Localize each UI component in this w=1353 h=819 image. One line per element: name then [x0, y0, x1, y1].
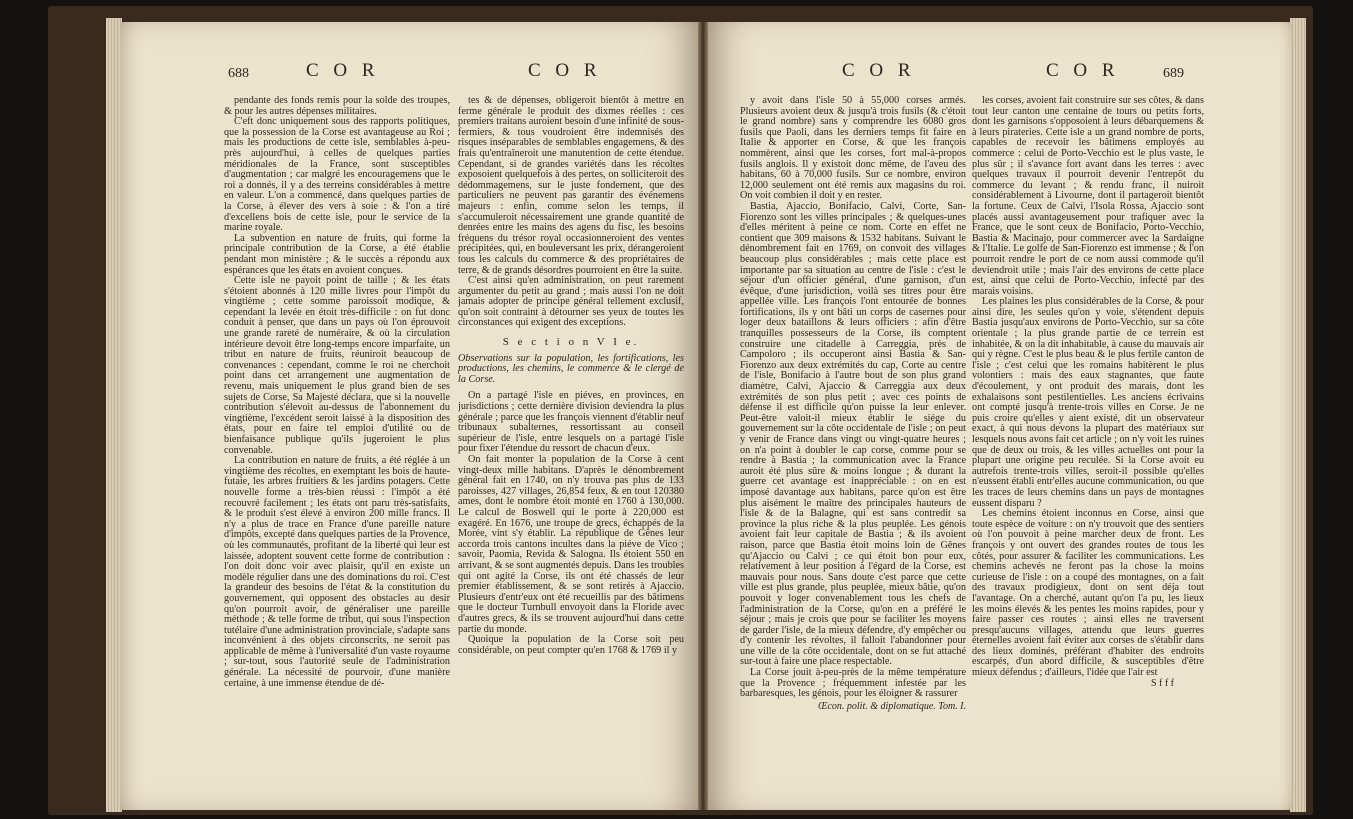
paragraph: Cette isle ne payoit point de taille ; & les états s'étoient abonnés à 120 mille livres pour l'impôt du vingtième ; cette somme paroissoit modique, & cependant la levée en étoit très-difficile : on fut donc conduit à penser, que dans un pays où l'on éprouvoit une grande rareté de numéraire, & où la circulation intérieure devoit être long-temps encore imparfaite, un tribut en nature de fruits, réuniroit beaucoup de convenances : cependant, comme le roi ne cherchoit point dans cet arrangement une augmentation de revenu, mais uniquement le plus grand bien de ses sujets de Corse, Sa Majesté déclara, que si la nouvelle contribution s'élevoit au-dessus de l'abonnement du vingtième, l'excédent seroit laissé à la disposition des états, pour en faire tel emploi d'utilité ou de bienfaisance publique qu'ils jugeroient le plus convenable. [224, 275, 450, 456]
paragraph: C'est ainsi qu'en administration, on peut rarement argumenter du petit au grand ; mais aussi l'on ne doit jamais adopter de principe général tellement exclusif, qu'on soit contraint à détourner ses yeux de toutes les circonstances qui exigent des exceptions. [458, 275, 684, 329]
section-title: S e c t i o n V I e. [502, 336, 640, 349]
running-head-right: C O R [528, 60, 602, 81]
paragraph: On a partagé l'isle en piéves, en provinces, en jurisdictions ; cette dernière division deviendra la plus générale ; parce que les françois viennent d'établir neuf tribunaux subalternes, ressortissant au conseil supérieur de l'isle, entre lesquels on a partagé l'isle pour fixer l'étendue du ressort de chacun d'eux. [458, 390, 684, 455]
paragraph: y avoit dans l'isle 50 à 55,000 corses armés. Plusieurs avoient deux & jusqu'à trois fusils (& c'étoit le grand nombre) sans y comprendre les 6080 gros fusils que Paoli, dans les derniers temps fit faire en Italie & apporter en Corse, & que les françois nommèrent, ainsi que les corses, fort mal-à-propos fusils anglois. Il y existoit donc même, de l'aveu des habitans, 60 à 70,000 fusils. Sur ce nombre, environ 12,000 seulement ont été remis aux magasins du roi. On voit combien il doit y en rester. [740, 96, 966, 202]
text-column-1 [224, 96, 450, 802]
paragraph: Quoique la population de la Corse soit peu considérable, on peut compter qu'en 1768 & 1769 il y [458, 634, 684, 656]
paragraph: tes & de dépenses, obligeroit bientôt à mettre en ferme générale le produit des dixmes réelles : ces premiers traitans auroient besoin d'une infinité de sous-fermiers, & tous voudroient être indemnisés des risques inséparables de semblables engagemens, & des frais qu'entraîneroit une manutention de cette étendue. Cependant, si de grandes variétés dans les récoltes exposoient quelquefois à des pertes, on solliciteroit des dédommagemens, sur le juste fondement, que des particuliers ne peuvent pas garantir des événemens majeurs : enfin, comme selon les temps, il s'accumuleroit nécessairement une grande quantité de denrées entre les mains des agens du fisc, les besoins fréquens du trésor royal occasionneroient des ventes précipitées, qui, en bouleversant les prix, dérangeroient tous les calculs du commerce & des propriétaires de terre, & de grands désordres pourroient en être la suite. [458, 96, 684, 276]
page-edges-right [1290, 18, 1306, 812]
signature-mark: S f f f [1150, 677, 1174, 689]
left-page [120, 22, 702, 810]
text-column-2 [972, 96, 1204, 802]
paragraph: On fait monter la population de la Corse à cent vingt-deux mille habitans. D'après le dénombrement général fait en 1740, on n'y trouva pas plus de 133 paroisses, 427 villages, 26,854 feux, & en tout 120380 ames, dont le nombre étoit monté en 1760 à 130,000. Le calcul de Boswell qui le porte à 220,000 est exagéré. En 1676, une troupe de grecs, échappés de la Morée, vint s'y établir. La république de Gênes leur accorda trois cantons incultes dans la piéve de Vico ; savoir, Paomia, Revida & Salogna. Ils étoient 550 en arrivant, & se sont augmentés depuis. Dans les troubles qui ont agité la Corse, ils ont été chassés de leur premier établissement, & se sont retirés à Ajaccio. Plusieurs d'entr'eux ont été recueillis par des bâtimens que le docteur Turnbull envoyoit dans la Floride avec d'autres grecs, & ils se trouvent aujourd'hui dans cette partie du monde. [458, 454, 684, 635]
footnote: Œcon. polit. & diplomatique. Tom. I. [818, 700, 966, 712]
page-number: 688 [228, 66, 249, 81]
paragraph: les corses, avoient fait construire sur ses côtes, & dans tout leur canton une centaine de tours ou petits forts, dont les garnisons s'opposoient à leurs débarquemens & à leurs pirateries. Cette isle a un grand nombre de ports, capables de recevoir les bâtimens employés au commerce : celui de Porto-Vecchio est le plus vaste, le plus sûr ; il s'avance fort avant dans les terres : avec quelques travaux il pourroit devenir l'entrepôt du commerce du levant ; & rendu franc, il nuiroit considérablement à Livourne, dont il partageroit bientôt la fortune. Ceux de Calvi, l'Isola Rossa, Ajaccio sont placés aussi avantageusement pour trafiquer avec la France, que le sont ceux de Bonifacio, Porto-Vecchio, Bastia & Macinajo, pour commercer avec la Sardaigne & l'Italie. Le golfe de San-Fiorenzo est immense ; & l'on pourroit rendre le port de ce nom aussi commode qu'il deviendroit utile ; mais l'air des environs de cette place est, ainsi que celui de Porto-Vecchio, infecté par des marais voisins. [972, 96, 1204, 297]
paragraph: La subvention en nature de fruits, qui forme la principale contribution de la Corse, a été établie pendant mon ministère ; & le succès a répondu aux espérances que les états en avoient conçues. [224, 232, 450, 276]
running-head-left: C O R [842, 60, 916, 81]
running-head-right: C O R [1046, 60, 1120, 81]
text-column-2 [458, 96, 684, 802]
right-page-header [740, 60, 1184, 92]
paragraph: Les plaines les plus considérables de la Corse, & pour ainsi dire, les seules qu'on y voie, s'étendent depuis Bastia jusqu'aux environs de Porto-Vecchio, sur sa côte orientale ; la plus grande partie de ce terrein est inhabitée, & on la dit inhabitable, à cause du mauvais air qui y règne. C'est le plus beau & le plus fertile canton de l'isle ; c'est celui que les romains habitèrent le plus volontiers : mais des eaux stagnantes, que faute d'écoulement, y ont produit des marais, dont les exhalaisons sont pestilentielles. Les anciens écrivains ont compté jusqu'à trente-trois villes en Corse. Je ne puis croire qu'elles y aient existé, dit un observateur exact, à qui nous devons la plupart des matériaux sur lesquels nous avons fait cet article ; on n'y voit les ruines que de deux ou trois, & les villes actuelles ont pour la plupart une origine peu reculée. Si la Corse avoit eu autrefois trente-trois villes, seroit-il possible qu'elles n'eussent établi entr'elles aucune communication, ou que les traces de leurs chemins dans un pays de montagnes eussent disparu ? [972, 296, 1204, 509]
book-gutter [698, 22, 708, 810]
paragraph: C'eft donc uniquement sous des rapports politiques, que la possession de la Corse est avantageuse au Roi ; mais les productions de cette isle, semblables à-peu-près aujourd'hui, à celles de quelques parties méridionales de la France, sont susceptibles d'augmentation ; car malgré les encouragemens que le roi a donnés, il y a des terreins considérables à mettre en valeur. L'on a commencé, dans quelques parties de la Corse, à élever des vers à soie : & l'on a tiré d'excellens bois de cette isle, pour le service de la marine royale. [224, 116, 450, 234]
left-page-header [228, 60, 664, 92]
paragraph: pendante des fonds remis pour la solde des troupes, & pour les autres dépenses militaires. [224, 96, 450, 117]
page-number: 689 [1163, 66, 1184, 81]
right-page [704, 22, 1292, 810]
text-column-1 [740, 96, 966, 802]
paragraph: La Corse jouit à-peu-près de la même température que la Provence ; fréquemment infestée par les barbaresques, les génois, pour les éloigner & rassurer [740, 667, 966, 700]
paragraph: La contribution en nature de fruits, a été réglée à un vingtième des récoltes, en exemptant les bois de haute-futaie, les arbres fruitiers & les jardins potagers. Cette nouvelle forme a très-bien réussi : l'impôt a été recouvré facilement ; les états ont paru très-satisfaits, & le produit s'est élevé à environ 200 mille francs. Il n'y a plus de trace en France d'une pareille nature d'impôts, excepté dans quelques parties de la Provence, où les communautés, profitant de la liberté qui leur est laissée, adoptent souvent cette forme de contribution : l'on doit donc voir avec plaisir, qu'il en existe un modèle régulier dans une des dominations du roi. C'est la grandeur des besoins de l'état & la constitution du gouvernement, qui opposent des obstacles au desir qu'on pourroit avoir, de généraliser une pareille méthode ; & telle forme de tribut, qui sous l'inspection tutélaire d'une administration provinciale, s'adapte sans inconvénient à des objets circonscrits, ne seroit pas applicable de même à l'universalité d'un vaste royaume ; sur-tout, sous l'autorité seule de l'administration générale. La nécessité de pourvoir, d'une manière certaine, à une immense étendue de dé- [224, 455, 450, 689]
paragraph: Les chemins étoient inconnus en Corse, ainsi que toute espèce de voiture : on n'y trouvoit que des sentiers où l'on pouvoit à peine marcher deux de front. Les françois y ont ouvert des grandes routes de tous les côtés, pour assurer & faciliter les communications. Les chemins achevés ne feront pas la chose la moins curieuse de l'isle : on a coupé des montagnes, on a fait des travaux prodigieux, dont on sent déja tout l'avantage. On a cherché, autant qu'on l'a pu, les lieux les moins élevés & les pentes les moins rapides, pour y faire passer ces routes ; ainsi elles ne traversent presqu'aucuns villages, attendu que leurs guerres éternelles avoient fait éviter aux corses de s'établir dans des lieux dominés, préférant d'habiter des endroits escarpés, d'un abord difficile, & susceptibles d'être mieux défendus ; d'ailleurs, l'idée que l'air est [972, 508, 1204, 679]
section-subtitle: Observations sur la population, les fortifications, les productions, les chemins, le commerce & le clergé de la Corse. [458, 352, 684, 385]
paragraph: Bastia, Ajaccio, Bonifacio, Calvi, Corte, San-Fiorenzo sont les villes principales ; & quelques-unes d'elles méritent à peine ce nom. Corte en effet ne contient que 309 maisons & 1532 habitans. Suivant le dénombrement fait en 1769, on convoit des villages beaucoup plus considérables ; mais cette place est importante par sa situation au centre de l'isle : c'est le séjour d'un officier général, d'une garnison, d'un évêque, d'une jurisdiction, voilà ses titres pour être appellée ville. Les françois l'ont entourée de bonnes fortifications, ils y ont bâti un corps de casernes pour loger deux bataillons & leurs officiers : afin d'être tranquilles possesseurs de la Corse, ils comptent construire une citadelle à Carreggia, près de Campoloro ; ils occuperont ainsi Bastia & San-Fiorenzo aux deux extrémités du cap, Corte au centre de l'isle, Bonifacio à l'autre bout de son plus grand diamètre, Calvi, Ajaccio & Carreggia aux deux extrémités de son plus petit ; avec ces points de défense il est difficile qu'on puisse la leur enlever. Peut-être valoit-il mieux établir le siége du gouvernement sur la côte occidentale de l'isle ; on peut y venir de France dans vingt ou vingt-quatre heures ; on n'a point à doubler le cap corse, comme pour se rendre à Bastia ; la communication avec la France auroit été plus sûre & moins longue ; & durant la guerre cet avantage est inappréciable : on en est imposé davantage aux habitans, parce qu'on est être plus aisément le maître des principales hauteurs de l'isle & de la Balagne, qui est sans contredit sa province la plus riche & la plus peuplée. Les génois avoient fait leur capitale de Bastia ; & ils avoient raison, parce que Bastia étoit moins loin de Gênes qu'Ajaccio ou Calvi ; ce qui étoit bon pour eux, relativement à leur position à l'égard de la Corse, est mauvais pour nous. Sans doute c'est parce que cette ville est plus grande, plus peuplée, mieux bâtie, qu'on pouvoit y loger convenablement tous les chefs de l'administration de la Corse, qu'on en a préféré le séjour ; mais je crois que pour se faciliter les moyens de garder l'isle, de la mieux défendre, d'y empêcher ou d'y contenir les révoltes, il falloit l'abandonner pour une ville de la côte occidentale, dont on se fut attaché sur-tout à faire une place respectable. [740, 200, 966, 668]
running-head-left: C O R [306, 60, 380, 81]
